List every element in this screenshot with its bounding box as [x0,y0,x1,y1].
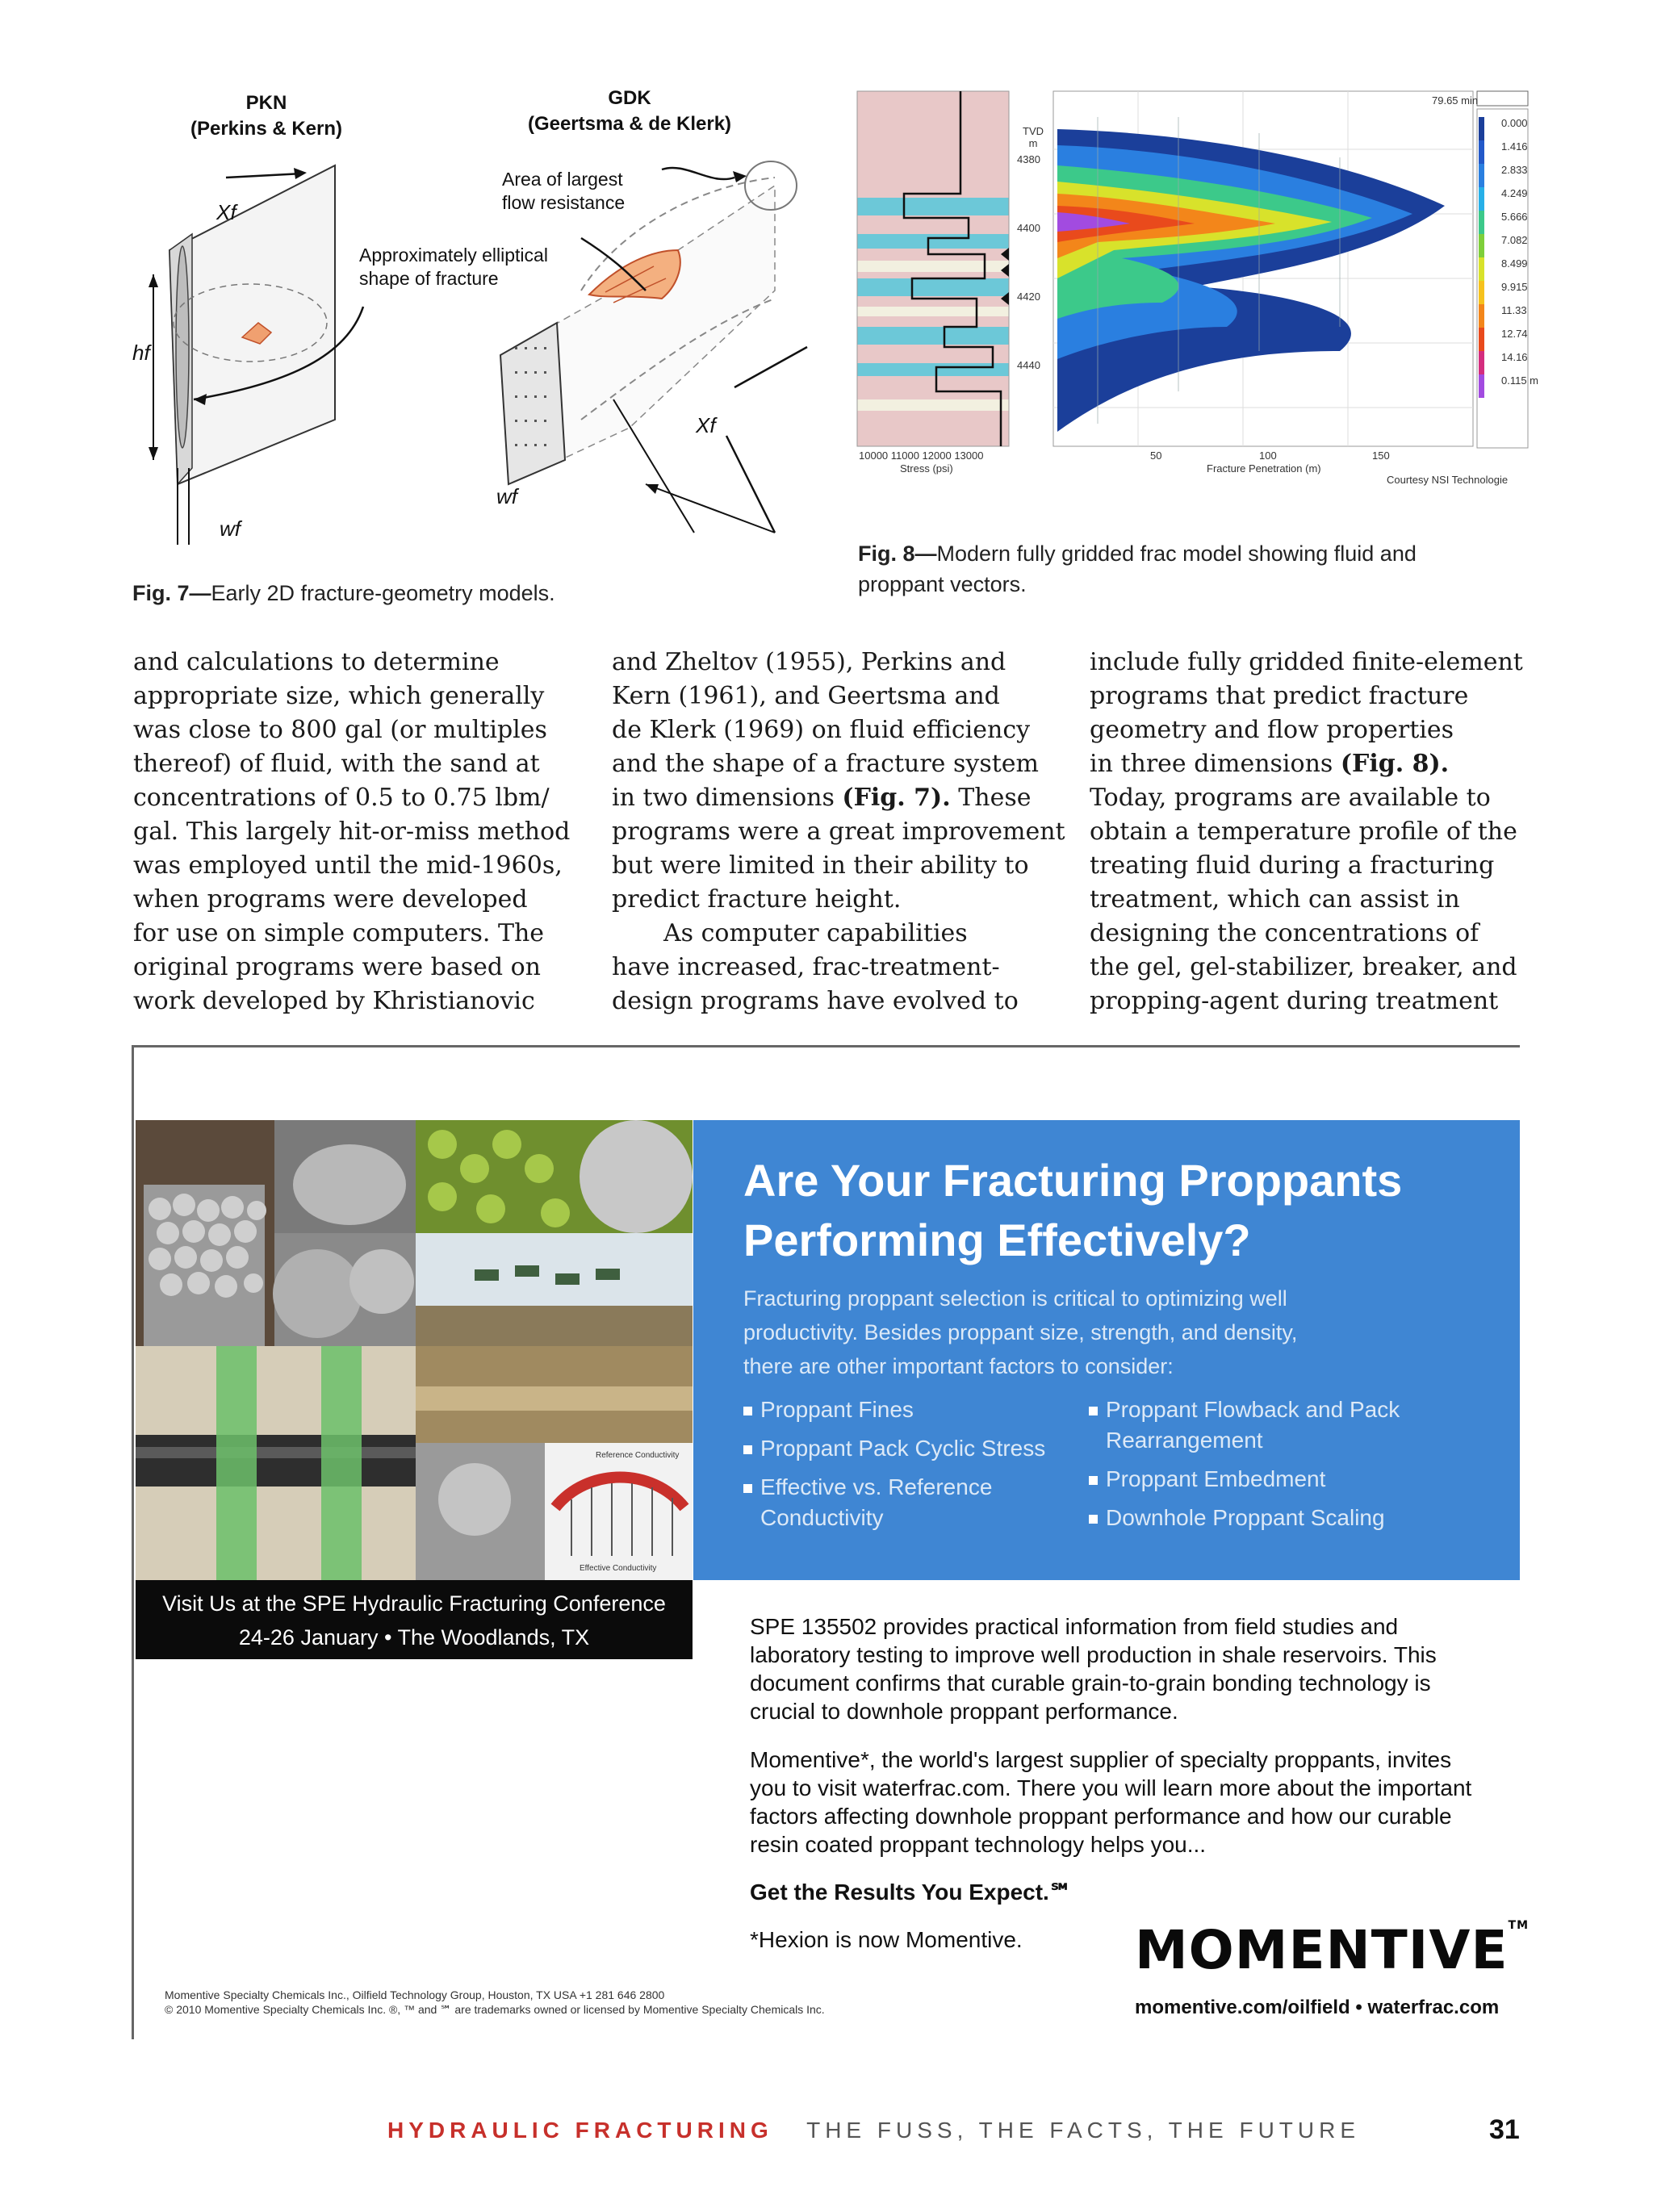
body-line [612,781,1064,815]
depth-tick: 4400 [1017,222,1040,234]
bullet-text: Proppant Fines [760,1397,914,1422]
legend-swatch [1479,211,1484,234]
ad-para-line: SPE 135502 provides practical information from field studies and [750,1614,1399,1639]
bullet-item [1089,1464,1325,1495]
body-line: treatment, which can assist in [1090,885,1460,914]
body-line: and Zheltov (1955), Perkins and [612,648,1006,676]
body-line: Kern (1961), and Geertsma and [612,682,1000,710]
ad-para-line: document confirms that curable grain-to-grain bonding technology is [750,1670,1431,1696]
body-line: programs that predict fracture [1090,682,1469,710]
body-line: include fully gridded finite-element [1090,648,1523,676]
body-line: design programs have evolved to [612,987,1019,1015]
legend-label: 2.833 [1501,164,1528,176]
legend-swatch [1479,304,1484,328]
note-resistance-line-2: flow resistance [502,192,626,213]
pkn-label [174,90,359,142]
pkn-title: PKN [245,92,287,114]
body-line: have increased, frac-treatment- [612,953,1000,981]
pkn-wf-symbol: wf [220,516,241,541]
x-tick: 150 [1372,450,1390,462]
ad-para-line: Momentive*, the world's largest supplier of specialty proppants, invites [750,1747,1452,1772]
ad-headline [743,1151,1518,1270]
body-column-2 [612,646,1064,1018]
ad-para-line: you to visit waterfrac.com. There you will learn more about the important [750,1775,1472,1800]
body-line: programs were a great improvement [612,817,1065,846]
page-number: 31 [1489,2114,1520,2145]
bullet-text: Proppant Flowback and Pack [1106,1397,1400,1422]
body-line: propping-agent during treatment [1090,987,1499,1015]
fine-print-line-1: Momentive Specialty Chemicals Inc., Oilfield Technology Group, Houston, TX USA +1 281 646 2800 [165,1988,665,2001]
bullet-text: Proppant Embedment [1106,1466,1326,1491]
ad-para-line: laboratory testing to improve well production in shale reservoirs. This [750,1642,1437,1667]
depth-tick: 4440 [1017,359,1040,371]
legend-label: 12.74 [1501,328,1528,340]
ad-para-line: crucial to downhole proppant performance. [750,1699,1178,1724]
bullet-item [743,1395,914,1425]
momentive-advertisement [132,1045,1530,2039]
flow-resistance-note [502,168,625,215]
fig8-caption-line-2: proppant vectors. [858,572,1027,596]
depth-tick: 4380 [1017,153,1040,165]
page-footer [387,2118,1360,2143]
legend-swatch [1479,281,1484,304]
legend-labels [1501,117,1539,411]
ad-intro [743,1282,1357,1383]
ad-paragraph-1 [750,1612,1509,1725]
body-line: was employed until the mid-1960s, [133,851,563,880]
conference-line-1: Visit Us at the SPE Hydraulic Fracturing Conference [162,1591,666,1616]
legend-label: 14.16 [1501,351,1528,363]
body-line: designing the concentrations of [1090,919,1479,947]
gdk-subtitle: (Geertsma & de Klerk) [527,113,732,135]
legend-swatch [1479,140,1484,164]
legend-swatch [1479,187,1484,211]
body-line [1090,747,1542,781]
get-results-tagline: Get the Results You Expect.℠ [750,1880,1073,1905]
fine-print-line-2: © 2010 Momentive Specialty Chemicals Inc. ®, ™ and ℠ are trademarks owned or licensed by Momentive Specialty Chemicals Inc. [165,2003,825,2016]
fig8-reference: (Fig. 8). [1340,750,1450,778]
fig8-caption [858,538,1536,600]
figure-7 [129,81,807,629]
momentive-logo [1135,1919,1529,1981]
body-column-1 [133,646,585,1018]
proppant-photo-collage [136,1120,693,1580]
legend-swatch [1479,117,1484,140]
legend-label: 4.249 [1501,187,1528,199]
time-label: 79.65 min [1432,94,1479,107]
ad-para-line: factors affecting downhole proppant performance and how our curable [750,1804,1452,1829]
ad-para-line: resin coated proppant technology helps you... [750,1832,1207,1857]
ad-headline-line-1: Are Your Fracturing Proppants [743,1155,1403,1206]
bullet-text-continuation: Rearrangement [1106,1428,1263,1453]
ad-intro-line-1: Fracturing proppant selection is critical to optimizing well [743,1286,1287,1311]
pkn-xf-symbol: Xf [216,200,236,224]
effective-conductivity-label: Effective Conductivity [580,1564,657,1573]
body-line: treating fluid during a fracturing [1090,851,1495,880]
ad-website: momentive.com/oilfield • waterfrac.com [1135,1997,1500,2018]
bullet-square-icon [743,1407,752,1415]
body-line: gal. This largely hit-or-miss method [133,817,571,846]
ad-intro-line-2: productivity. Besides proppant size, strength, and density, [743,1320,1298,1344]
body-line: original programs were based on [133,953,541,981]
gdk-wf-symbol: wf [496,484,517,508]
fig8-caption-label: Fig. 8— [858,542,937,566]
note-resistance-line-1: Area of largest [502,169,623,190]
footer-section-title: HYDRAULIC FRACTURING [387,2118,773,2143]
fig7-caption-label: Fig. 7— [132,581,211,605]
tvd-label-line-1: TVD [1023,125,1044,137]
legend-label: 8.499 [1501,257,1528,270]
pkn-subtitle: (Perkins & Kern) [190,118,343,140]
fracture-geometry-diagram [129,81,807,565]
ad-paragraph-2 [750,1746,1509,1859]
hexion-note: *Hexion is now Momentive. [750,1927,1023,1952]
gdk-label [492,86,767,137]
legend-swatch [1479,351,1484,374]
note-elliptical-line-1: Approximately elliptical [359,245,548,266]
bullet-item [743,1433,1045,1464]
body-line: work developed by Khristianovic [133,987,535,1015]
bullet-square-icon [743,1484,752,1493]
body-text: These [950,784,1032,812]
body-line: predict fracture height. [612,885,902,914]
fig7-reference: (Fig. 7). [842,784,951,812]
legend-label: 1.416 [1501,140,1528,153]
ad-blue-panel [693,1120,1520,1580]
body-line: As computer capabilities [663,919,968,947]
body-line: appropriate size, which generally [133,682,545,710]
frac-model-plot [856,85,1534,488]
logo-tm: TM [1508,1919,1530,1932]
bullet-text: Proppant Pack Cyclic Stress [760,1436,1046,1461]
credit-text: Courtesy NSI Technologie [1387,474,1509,486]
fig8-caption-line-1: Modern fully gridded frac model showing fluid and [936,542,1417,566]
x-tick: 100 [1259,450,1277,462]
conference-banner [136,1580,693,1659]
body-line: de Klerk (1969) on fluid efficiency [612,716,1031,744]
logo-wordmark: MOMENTIVE [1135,1919,1509,1981]
elliptical-shape-note [359,244,548,291]
body-line: geometry and flow properties [1090,716,1454,744]
pkn-hf-symbol: hf [132,341,150,365]
x-axis-label: Fracture Penetration (m) [1207,462,1321,475]
legend-label: 0.000 [1501,117,1528,129]
legend-swatch [1479,374,1484,398]
body-column-3 [1090,646,1542,1018]
stress-axis-label: Stress (psi) [900,462,953,475]
body-line: when programs were developed [133,885,528,914]
body-line: obtain a temperature profile of the [1090,817,1517,846]
fig7-caption [132,578,555,608]
body-line: and the shape of a fracture system [612,750,1039,778]
legend-label: 5.666 [1501,211,1528,223]
ad-intro-line-3: there are other important factors to consider: [743,1354,1174,1378]
figure-8 [856,85,1539,488]
stress-ticks: 10000 11000 12000 13000 [859,450,984,462]
depth-tick: 4420 [1017,291,1040,303]
legend-label: 7.082 [1501,234,1528,246]
footer-tagline: THE FUSS, THE FACTS, THE FUTURE [806,2118,1361,2143]
bullet-text: Effective vs. Reference [760,1474,993,1499]
bullet-square-icon [1089,1407,1098,1415]
bullet-item [743,1472,992,1503]
body-line: was close to 800 gal (or multiples [133,716,547,744]
fig7-caption-text: Early 2D fracture-geometry models. [211,581,555,605]
legend-label: 9.915 [1501,281,1528,293]
tvd-label-line-2: m [1028,137,1038,149]
bullet-square-icon [743,1445,752,1454]
legend-swatch [1479,234,1484,257]
gdk-title: GDK [608,87,651,109]
ad-headline-line-2: Performing Effectively? [743,1215,1251,1265]
conference-line-2: 24-26 January • The Woodlands, TX [238,1625,590,1650]
body-line: for use on simple computers. The [133,919,545,947]
gdk-xf-symbol: Xf [696,413,716,437]
tvd-label [1013,125,1053,149]
legend-swatch [1479,257,1484,281]
bullet-item [1089,1503,1385,1533]
bullet-item [1089,1395,1400,1425]
bullet-square-icon [1089,1476,1098,1485]
note-elliptical-line-2: shape of fracture [359,268,499,289]
body-line: the gel, gel-stabilizer, breaker, and [1090,953,1517,981]
reference-conductivity-label: Reference Conductivity [596,1451,680,1460]
body-line: concentrations of 0.5 to 0.75 lbm/ [133,784,550,812]
legend-swatches [1479,117,1484,398]
body-text: in three dimensions [1090,750,1341,778]
legend-label: 11.33 [1501,304,1527,316]
legend-swatch [1479,328,1484,351]
body-line: thereof) of fluid, with the sand at [133,750,540,778]
bullet-text-continuation: Conductivity [760,1505,884,1530]
body-line: Today, programs are available to [1090,784,1491,812]
body-text: in two dimensions [612,784,843,812]
legend-swatch [1479,164,1484,187]
legend-label: 0.115 m [1501,374,1539,387]
body-line: but were limited in their ability to [612,851,1029,880]
bullet-square-icon [1089,1515,1098,1524]
body-line: and calculations to determine [133,648,500,676]
x-tick: 50 [1150,450,1162,462]
bullet-text: Downhole Proppant Scaling [1106,1505,1385,1530]
